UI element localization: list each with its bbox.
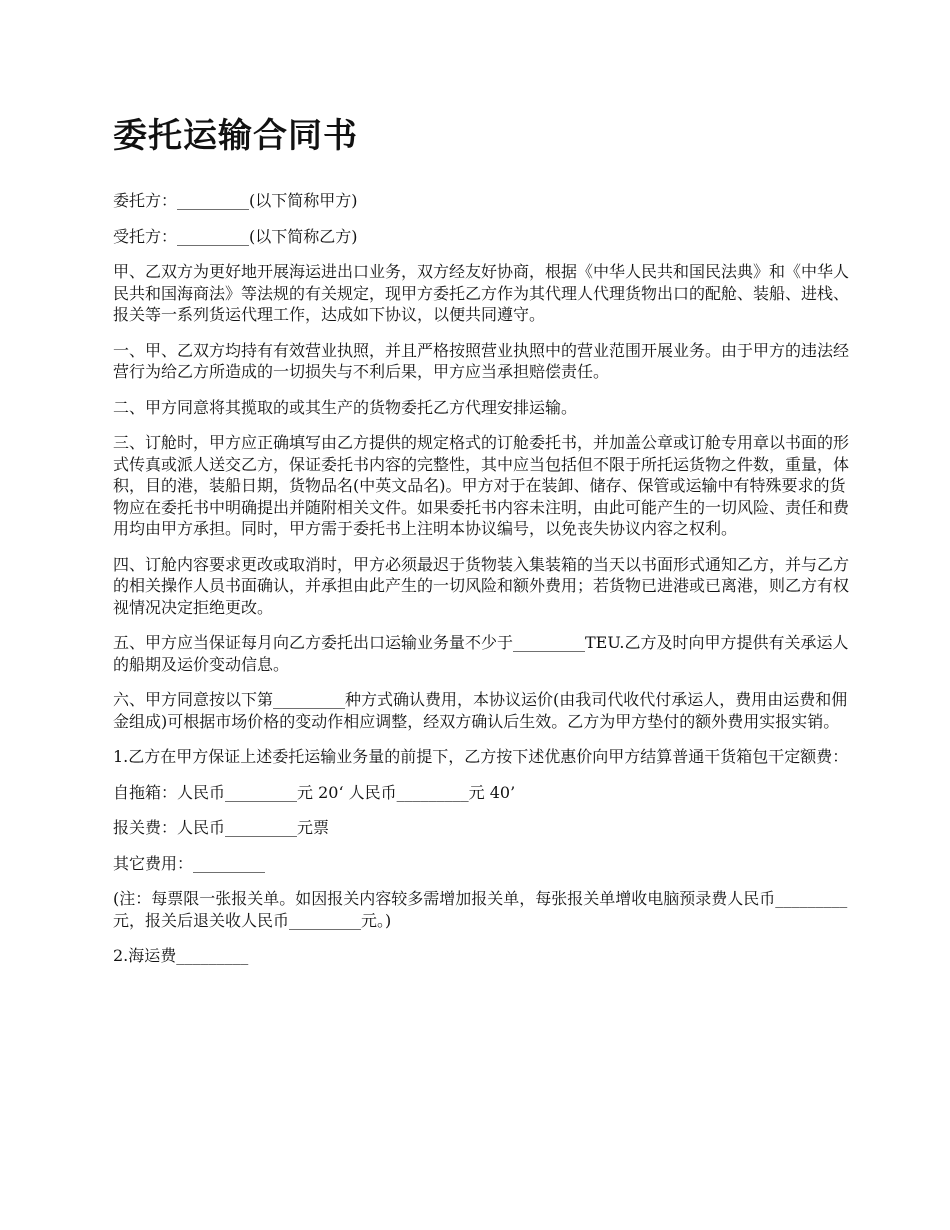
paragraph-clause-2: 二、甲方同意将其揽取的或其生产的货物委托乙方代理安排运输。 <box>113 397 578 417</box>
paragraph-clause-4: 四、订舱内容要求更改或取消时，甲方必须最迟于货物装入集装箱的当天以书面形式通知乙方，并与乙方的相关操作人员书面确认，并承担由此产生的一切风险和额外费用；若货物已进港或已离港，则乙方有权视情况决定拒绝更改。 <box>113 554 850 617</box>
paragraph-fee-item-1: 1.乙方在甲方保证上述委托运输业务量的前提下，乙方按下述优惠价向甲方结算普通干货箱包干定额费： <box>113 747 849 766</box>
paragraph-other-fees: 其它费用：_________ <box>113 853 266 873</box>
paragraph-client: 委托方：_________(以下简称甲方) <box>113 191 358 210</box>
paragraph-clause-1: 一、甲、乙双方均持有有效营业执照，并且严格按照营业执照中的营业范围开展业务。由于甲方的违法经营行为给乙方所造成的一切损失与不利后果，甲方应当承担赔偿责任。 <box>113 340 850 381</box>
paragraph-clause-6: 六、甲方同意按以下第_________种方式确认费用，本协议运价(由我司代收代付承运人，费用由运费和佣金组成)可根据市场价格的变动作相应调整，经双方确认后生效。乙方为甲方垫付的额外费用实报实销。 <box>113 690 848 731</box>
paragraph-contractor: 受托方：_________(以下简称乙方) <box>113 226 358 246</box>
paragraph-clause-5: 五、甲方应当保证每月向乙方委托出口运输业务量不少于_________TEU.乙方及时向甲方提供有关承运人的船期及运价变动信息。 <box>113 633 849 674</box>
paragraph-note: (注：每票限一张报关单。如因报关内容较多需增加报关单，每张报关单增收电脑预录费人民币_________元，报关后退关收人民币_________元。) <box>113 889 848 930</box>
paragraph-ocean-freight: 2.海运费_________ <box>113 946 249 965</box>
document-title: 委托运输合同书 <box>113 116 358 156</box>
paragraph-trucking-fee: 自拖箱：人民币_________元 20‘ 人民币_________元 40’ <box>113 782 516 802</box>
paragraph-clause-3: 三、订舱时，甲方应正确填写由乙方提供的规定格式的订舱委托书，并加盖公章或订舱专用章以书面的形式传真或派人送交乙方，保证委托书内容的完整性，其中应当包括但不限于所托运货物之件数，重量，体积，目的港，装船日期，货物品名(中英文品名)。甲方对于在装卸、储存、保管或运输中有特殊要求的货物应在委托书中明确提出并随附相关文件。如果委托书内容未注明，由此可能产生的一切风险、责任和费用均由甲方承担。同时，甲方需于委托书上注明本协议编号，以免丧失协议内容之权利。 <box>113 433 850 538</box>
document-page <box>113 112 853 981</box>
paragraph-customs-fee: 报关费：人民币_________元票 <box>113 818 330 837</box>
paragraph-preamble: 甲、乙双方为更好地开展海运进出口业务，双方经友好协商，根据《中华人民共和国民法典》和《中华人民共和国海商法》等法规的有关规定，现甲方委托乙方作为其代理人代理货物出口的配舱、装船、进栈、报关等一系列货运代理工作，达成如下协议，以便共同遵守。 <box>113 262 850 324</box>
